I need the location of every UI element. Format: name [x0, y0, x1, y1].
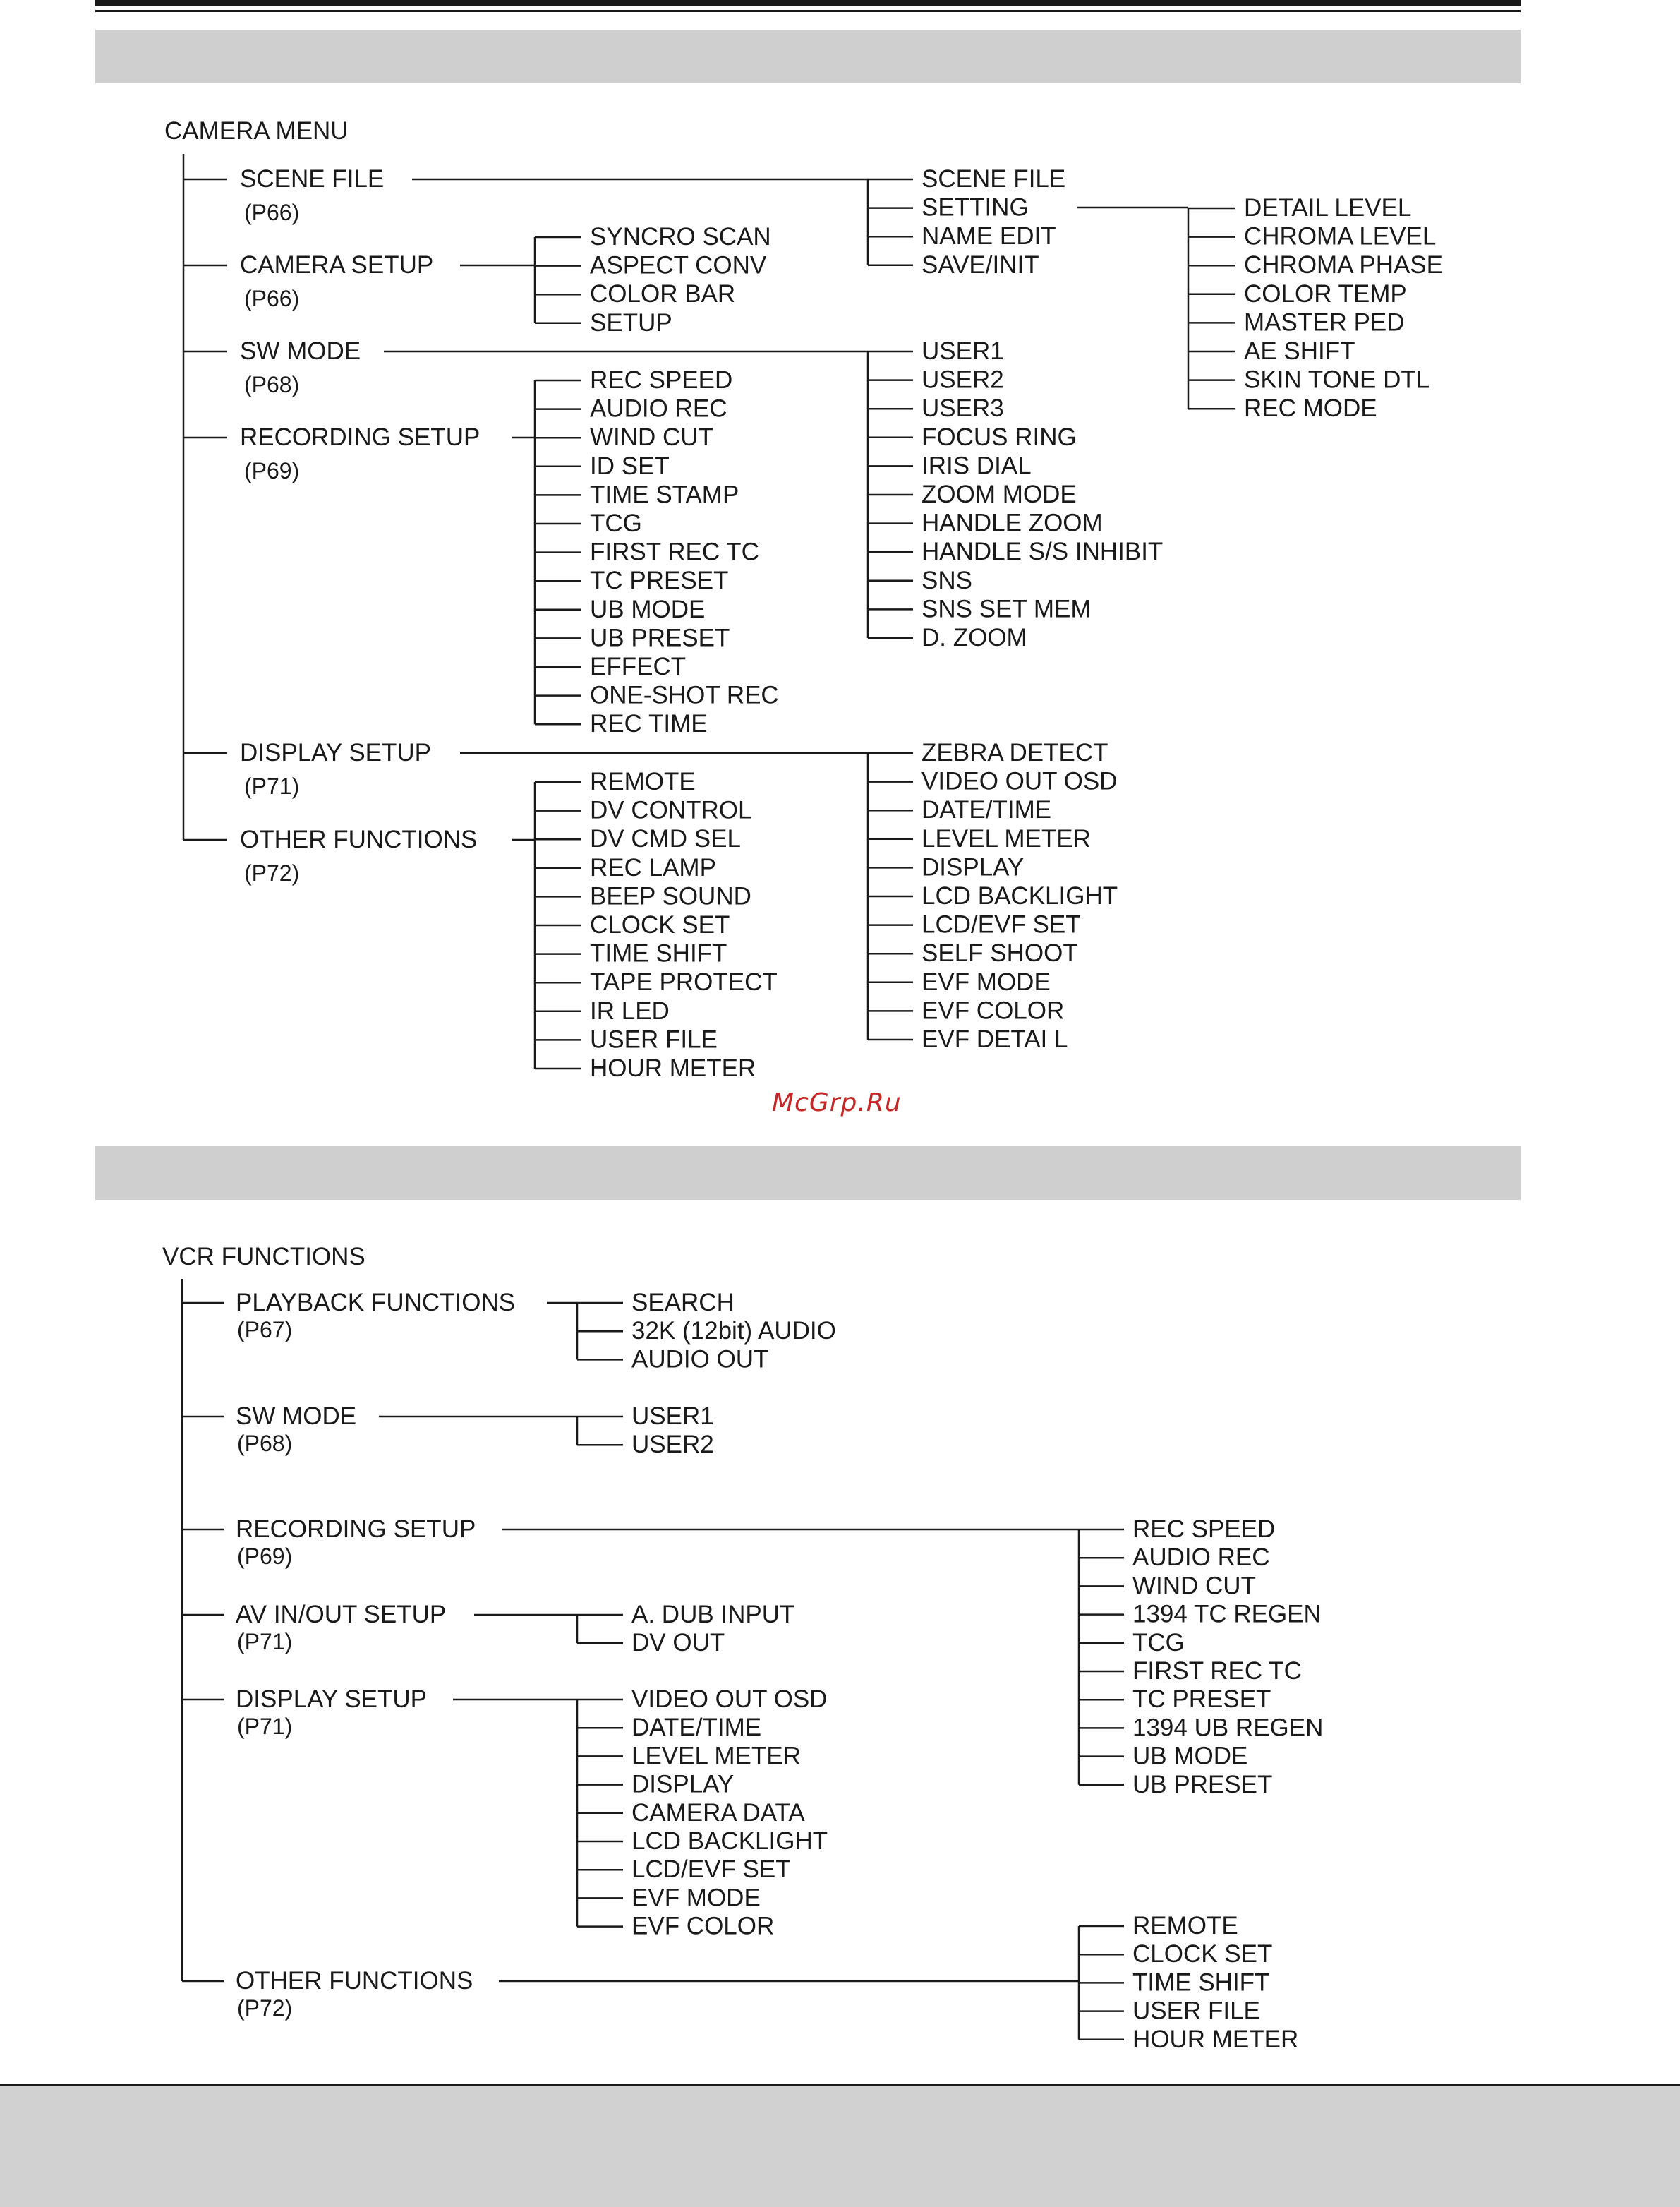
display-setup-item: VIDEO OUT OSD [921, 767, 1118, 795]
vcr-display-setup-item: LEVEL METER [631, 1742, 801, 1770]
vcr-recording-setup-item: WIND CUT [1132, 1572, 1256, 1600]
sw-mode-item: USER3 [921, 395, 1004, 423]
vcr-recording-setup-item: FIRST REC TC [1132, 1657, 1302, 1685]
vcr-other-functions-item: TIME SHIFT [1132, 1968, 1270, 1997]
display-setup-item: EVF MODE [921, 968, 1051, 996]
display-setup-item: EVF COLOR [921, 997, 1065, 1025]
recording-setup-item: WIND CUT [590, 423, 713, 452]
scene-file-item: SCENE FILE [921, 165, 1066, 193]
vcr-other-functions-item: HOUR METER [1132, 2025, 1299, 2053]
other-functions-item: BEEP SOUND [590, 882, 751, 910]
recording-setup-item: FIRST REC TC [590, 538, 759, 566]
sw-mode-item: ZOOM MODE [921, 481, 1077, 508]
scene-file-item: NAME EDIT [921, 222, 1056, 251]
vcr-display-setup-item: EVF MODE [631, 1884, 761, 1912]
other-functions-item: IR LED [590, 997, 670, 1025]
sw-mode-item: USER1 [921, 337, 1004, 365]
vcr-node-label: OTHER FUNCTIONS [236, 1967, 473, 1995]
vcr-recording-setup-item: REC SPEED [1132, 1515, 1276, 1543]
vcr-display-setup-item: CAMERA DATA [631, 1798, 805, 1827]
vcr-display-setup-item: VIDEO OUT OSD [631, 1685, 828, 1713]
vcr-display-setup-item: LCD BACKLIGHT [631, 1827, 828, 1855]
vcr-recording-setup-item: 1394 UB REGEN [1132, 1714, 1324, 1742]
recording-setup-item: EFFECT [590, 653, 687, 680]
other-functions-item: DV CONTROL [590, 796, 752, 824]
vcr-recording-setup-item: TCG [1132, 1628, 1185, 1656]
sw-mode-item: HANDLE S/S INHIBIT [921, 538, 1164, 566]
vcr-display-setup-item: DATE/TIME [631, 1714, 762, 1742]
vcr-other-functions-item: CLOCK SET [1132, 1940, 1273, 1968]
other-functions-item: HOUR METER [590, 1054, 756, 1082]
other-functions-item: DV CMD SEL [590, 825, 741, 853]
vcr-sw-mode-item: USER2 [631, 1431, 714, 1459]
camera-setup-item: SETUP [590, 308, 672, 337]
vcr-recording-setup-item: UB MODE [1132, 1742, 1248, 1770]
display-setup-item: DATE/TIME [921, 796, 1052, 824]
display-setup-item: DISPLAY [921, 853, 1025, 882]
display-setup-item: SELF SHOOT [921, 939, 1078, 968]
setting-item: COLOR TEMP [1244, 279, 1407, 308]
other-functions-item: USER FILE [590, 1026, 718, 1054]
other-functions-item: CLOCK SET [590, 911, 730, 939]
camera-node-label: OTHER FUNCTIONS [240, 826, 478, 853]
display-setup-item: LCD/EVF SET [921, 910, 1081, 939]
vcr-av-inout-item: DV OUT [631, 1629, 725, 1657]
vcr-playback-item: SEARCH [631, 1289, 735, 1316]
recording-setup-item: UB PRESET [590, 624, 730, 652]
camera-node-label: RECORDING SETUP [240, 423, 481, 451]
sw-mode-item: HANDLE ZOOM [921, 509, 1103, 537]
vcr-other-functions-item: REMOTE [1132, 1912, 1238, 1940]
vcr-node-label: PLAYBACK FUNCTIONS [236, 1289, 516, 1316]
vcr-functions-title: VCR FUNCTIONS [162, 1243, 365, 1270]
vcr-playback-item: AUDIO OUT [631, 1345, 769, 1373]
camera-node-page: (P72) [244, 860, 300, 886]
vcr-node-label: DISPLAY SETUP [236, 1685, 428, 1713]
setting-item: DETAIL LEVEL [1244, 194, 1412, 222]
other-functions-item: REC LAMP [590, 853, 716, 882]
setting-item: AE SHIFT [1244, 337, 1355, 365]
vcr-node-page: (P72) [237, 1995, 293, 2021]
recording-setup-item: AUDIO REC [590, 395, 727, 423]
setting-item: CHROMA PHASE [1244, 251, 1443, 279]
vcr-playback-item: 32K (12bit) AUDIO [631, 1317, 836, 1345]
sw-mode-item: USER2 [921, 366, 1004, 394]
vcr-other-functions-item: USER FILE [1132, 1997, 1260, 2025]
scene-file-item: SETTING [921, 193, 1029, 222]
recording-setup-item: TIME STAMP [590, 481, 739, 509]
camera-setup-item: COLOR BAR [590, 280, 736, 308]
vcr-node-label: RECORDING SETUP [236, 1515, 476, 1543]
other-functions-item: TIME SHIFT [590, 939, 727, 968]
camera-node-page: (P69) [244, 458, 300, 483]
watermark-text: McGrp.Ru [772, 1088, 902, 1117]
setting-item: REC MODE [1244, 395, 1377, 423]
setting-item: CHROMA LEVEL [1244, 222, 1437, 251]
vcr-recording-setup-item: UB PRESET [1132, 1770, 1273, 1798]
vcr-node-page: (P71) [237, 1714, 293, 1739]
vcr-node-page: (P71) [237, 1629, 293, 1654]
vcr-recording-setup-item: 1394 TC REGEN [1132, 1600, 1322, 1628]
other-functions-item: TAPE PROTECT [590, 968, 778, 997]
sw-mode-item: SNS [921, 566, 972, 594]
recording-setup-item: ID SET [590, 452, 670, 480]
display-setup-item: LCD BACKLIGHT [921, 882, 1118, 910]
camera-node-page: (P71) [244, 774, 300, 799]
camera-node-page: (P68) [244, 372, 300, 397]
recording-setup-item: TCG [590, 510, 642, 537]
camera-menu-title: CAMERA MENU [164, 117, 349, 145]
vcr-node-page: (P69) [237, 1544, 293, 1569]
sw-mode-item: SNS SET MEM [921, 595, 1092, 623]
recording-setup-item: TC PRESET [590, 567, 729, 595]
camera-node-label: SCENE FILE [240, 165, 385, 193]
camera-node-label: CAMERA SETUP [240, 251, 434, 279]
recording-setup-item: REC SPEED [590, 366, 733, 394]
setting-item: MASTER PED [1244, 308, 1405, 337]
vcr-recording-setup-item: TC PRESET [1132, 1685, 1271, 1714]
recording-setup-item: ONE-SHOT REC [590, 681, 779, 709]
vcr-node-label: SW MODE [236, 1402, 357, 1430]
setting-item: SKIN TONE DTL [1244, 366, 1430, 394]
camera-setup-item: SYNCRO SCAN [590, 223, 771, 251]
vcr-node-label: AV IN/OUT SETUP [236, 1601, 447, 1628]
camera-node-label: DISPLAY SETUP [240, 739, 432, 766]
recording-setup-item: REC TIME [590, 710, 708, 738]
vcr-sw-mode-item: USER1 [631, 1402, 714, 1430]
sw-mode-item: D. ZOOM [921, 624, 1027, 651]
camera-node-label: SW MODE [240, 337, 361, 365]
sw-mode-item: IRIS DIAL [921, 452, 1032, 480]
camera-setup-item: ASPECT CONV [590, 251, 767, 279]
vcr-recording-setup-item: AUDIO REC [1132, 1544, 1270, 1572]
vcr-display-setup-item: DISPLAY [631, 1770, 735, 1798]
display-setup-item: EVF DETAI L [921, 1026, 1068, 1053]
other-functions-item: REMOTE [590, 768, 696, 795]
vcr-display-setup-item: LCD/EVF SET [631, 1856, 791, 1884]
display-setup-item: LEVEL METER [921, 824, 1091, 853]
vcr-node-page: (P67) [237, 1317, 293, 1342]
camera-node-page: (P66) [244, 286, 300, 311]
recording-setup-item: UB MODE [590, 595, 706, 623]
sw-mode-item: FOCUS RING [921, 423, 1077, 451]
camera-node-page: (P66) [244, 200, 300, 225]
vcr-display-setup-item: EVF COLOR [631, 1912, 775, 1940]
display-setup-item: ZEBRA DETECT [921, 739, 1108, 766]
vcr-av-inout-item: A. DUB INPUT [631, 1601, 795, 1628]
scene-file-item: SAVE/INIT [921, 251, 1039, 279]
vcr-node-page: (P68) [237, 1431, 293, 1456]
